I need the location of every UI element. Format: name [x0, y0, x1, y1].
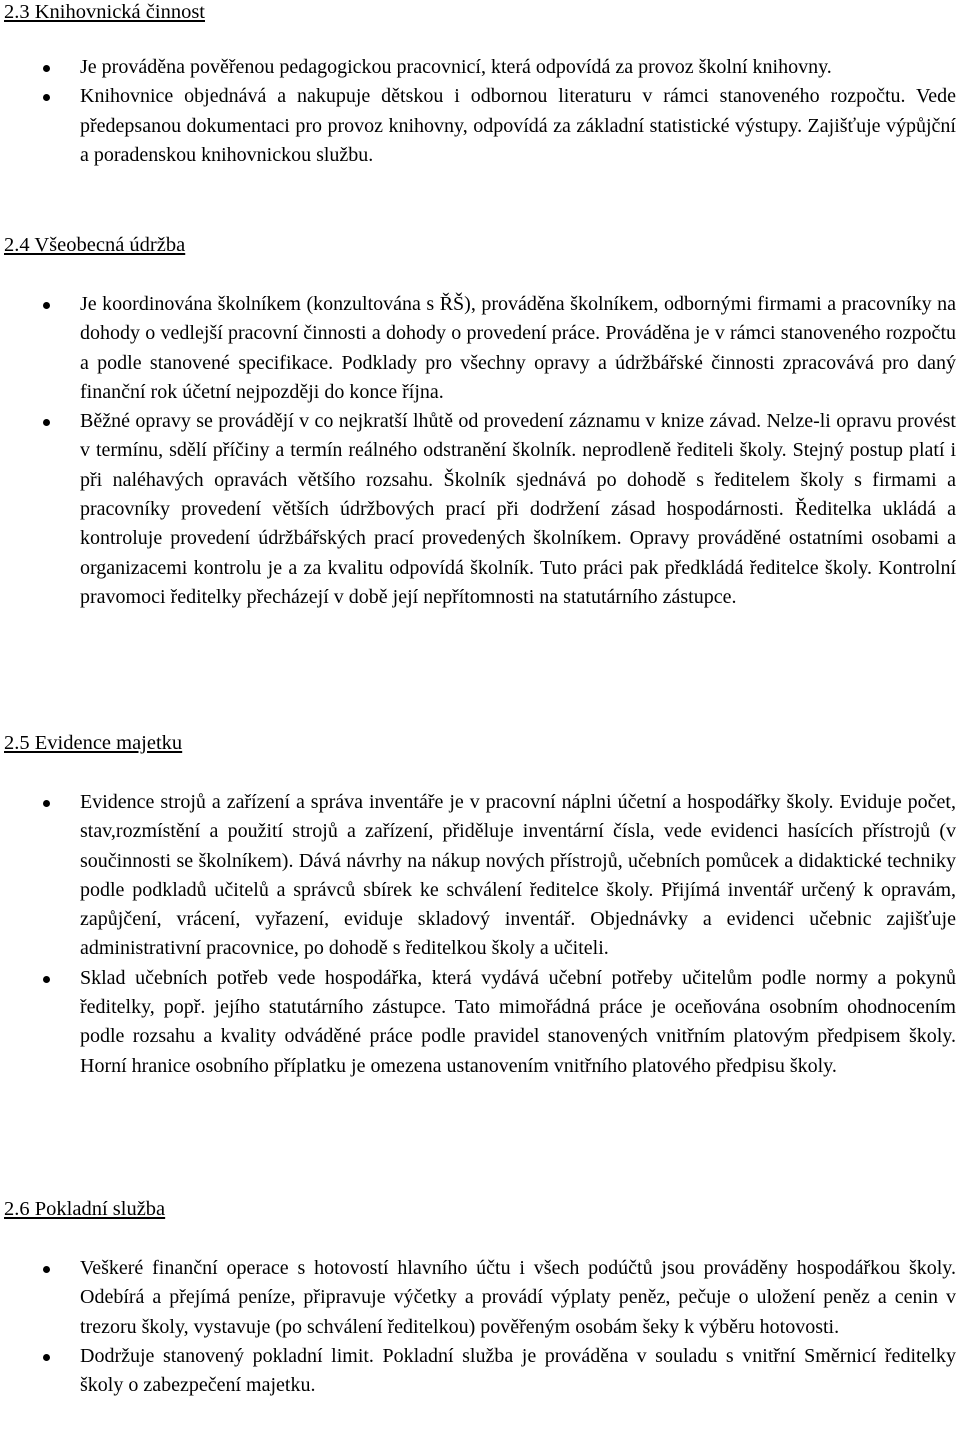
list-item [0, 53, 960, 82]
list-item [0, 1254, 960, 1342]
list-item-text: Veškeré finanční operace s hotovostí hlavního účtu i všech podúčtů jsou prováděny hospodářkou školy. Odebírá a přejímá peníze, připravuje výčetky a provádí výplaty peněz, pečuje o uložení peněz a cenin v trezoru školy, vystavuje (po schválení ředitelkou) pověřeným osobám šeky k výběru hotovosti. [80, 1257, 956, 1338]
list-item [0, 407, 960, 612]
bullet-icon [43, 800, 50, 807]
section-heading-2-4: 2.4 Všeobecná údržba [4, 234, 186, 256]
bullet-icon [43, 94, 50, 101]
list-item [0, 82, 960, 170]
section-heading-2-5: 2.5 Evidence majetku [4, 732, 183, 754]
list-item [0, 964, 960, 1081]
section-heading-2-3: 2.3 Knihovnická činnost [4, 1, 205, 23]
bullet-icon [43, 302, 50, 309]
list-item [0, 788, 960, 964]
list-item-text: Je prováděna pověřenou pedagogickou pracovnicí, která odpovídá za provoz školní knihovny. [80, 56, 832, 78]
list-item-text: Je koordinována školníkem (konzultována s ŘŠ), prováděna školníkem, odbornými firmami a pracovníky na dohody o vedlejší pracovní činnosti a dohody o provedení práce. Prováděna je v rámci stanoveného rozpočtu a podle stanovené specifikace. Podklady pro všechny opravy a údržbářské činnosti zpracovává pro daný finanční rok účetní nejpozději do konce října. [80, 293, 956, 403]
list-item [0, 290, 960, 407]
list-item-text: Sklad učebních potřeb vede hospodářka, která vydává učební potřeby učitelům podle normy a pokynů ředitelky, popř. jejího statutárního zástupce. Tato mimořádná práce je oceňována osobním ohodnocením podle rozsahu a kvality odváděné práce podle pravidel stanovených vnitřním platovým předpisem školy. Horní hranice osobního příplatku je omezena ustanovením vnitřního platového předpisu školy. [80, 966, 956, 1077]
list-item-text: Knihovnice objednává a nakupuje dětskou i odbornou literaturu v rámci stanoveného rozpočtu. Vede předepsanou dokumentaci pro provoz knihovny, odpovídá za základní statistické výstupy. Zajišťuje výpůjční a poradenskou knihovnickou službu. [80, 85, 956, 166]
list-item-text: Dodržuje stanovený pokladní limit. Pokladní služba je prováděna v souladu s vnitřní Směrnicí ředitelky školy o zabezpečení majetku. [80, 1344, 956, 1397]
bullet-icon [43, 65, 50, 72]
section-list-2-6 [0, 1254, 960, 1400]
bullet-icon [43, 976, 50, 983]
list-item-text: Evidence strojů a zařízení a správa inventáře je v pracovní náplni účetní a hospodářky školy. Eviduje počet, stav,rozmístění a použití strojů a zařízení, přiděluje inventární čísla, vede evidenci hasících přístrojů (v součinnosti se školníkem). Dává návrhy na nákup nových přístrojů, učebních pomůcek a didaktické techniky podle podkladů učitelů a správců sbírek ke schválení ředitelce školy. Přijímá inventář určený k opravám, zapůjčení, vrácení, vyřazení, eviduje skladový inventář. Objednávky a evidenci učebnic zajišťuje administrativní pracovnice, po dohodě s ředitelkou školy a učiteli. [80, 791, 956, 960]
list-item [0, 1342, 960, 1401]
bullet-icon [43, 419, 50, 426]
bullet-icon [43, 1266, 50, 1273]
section-list-2-4 [0, 290, 960, 612]
section-list-2-3 [0, 53, 960, 170]
section-list-2-5 [0, 788, 960, 1081]
list-item-text: Běžné opravy se provádějí v co nejkratší lhůtě od provedení záznamu v knize závad. Nelze-li opravu provést v termínu, sdělí příčiny a termín reálného odstranění školník. neprodleně řediteli školy. Stejný postup platí i při naléhavých opravách většího rozsahu. Školník sjednává po dohodě s ředitelem školy s firmami a pracovníky provedení větších údržbových prací při dodržení zásad hospodárnosti. Ředitelka ukládá a kontroluje provedení údržbářských prací provedených školníkem. Opravy prováděné ostatními osobami a organizacemi kontrolu je a za kvalitu odpovídá školník. Tuto práci pak předkládá ředitelce školy. Kontrolní pravomoci ředitelky přecházejí v době její nepřítomnosti na statutárního zástupce. [80, 410, 956, 608]
section-heading-2-6: 2.6 Pokladní služba [4, 1198, 166, 1220]
bullet-icon [43, 1354, 50, 1361]
